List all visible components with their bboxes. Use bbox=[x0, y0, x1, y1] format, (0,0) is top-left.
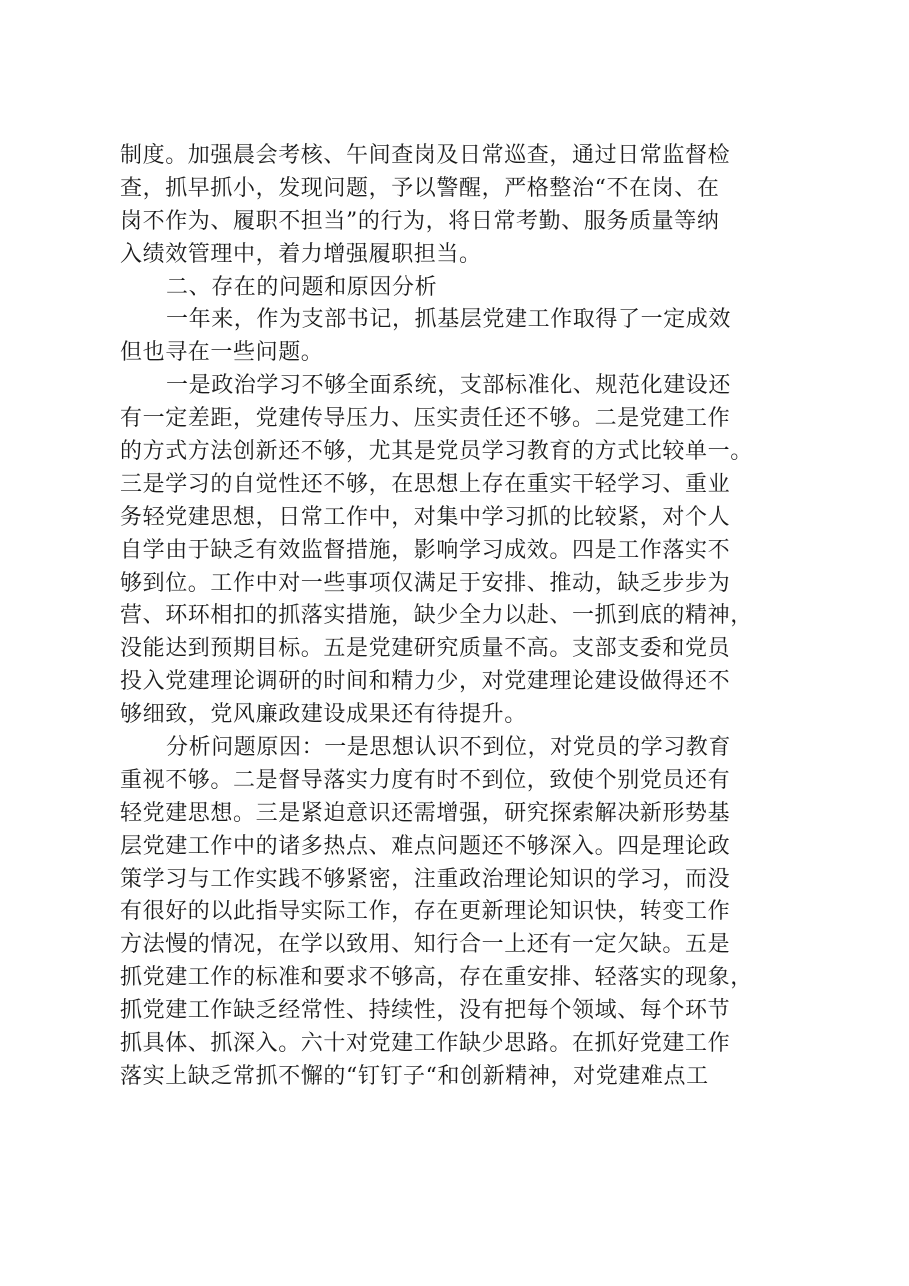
text-line: 一年来，作为支部书记，抓基层党建工作取得了一定成效 bbox=[166, 307, 732, 333]
text-line: 层党建工作中的诸多热点、难点问题还不够深入。四是理论政 bbox=[120, 833, 731, 859]
text-line: 有很好的以此指导实际工作，存在更新理论知识快，转变工作 bbox=[120, 899, 731, 925]
text-line: 自学由于缺乏有效监督措施，影响学习成效。四是工作落实不 bbox=[120, 537, 731, 563]
text-line: 策学习与工作实践不够紧密，注重政治理论知识的学习，而没 bbox=[120, 866, 731, 892]
text-line: 分析问题原因：一是思想认识不到位，对党员的学习教育 bbox=[166, 735, 732, 761]
text-line: 抓具体、抓深入。六十对党建工作缺少思路。在抓好党建工作 bbox=[120, 1031, 731, 1057]
text-line: 落实上缺乏常抓不懈的“钉钉子“和创新精神，对党建难点工 bbox=[120, 1063, 709, 1089]
text-line: 没能达到预期目标。五是党建研究质量不高。支部支委和党员 bbox=[120, 636, 731, 662]
text-line: 务轻党建思想，日常工作中，对集中学习抓的比较紧，对个人 bbox=[120, 504, 731, 530]
text-line: 重视不够。二是督导落实力度有时不到位，致使个别党员还有 bbox=[120, 767, 731, 793]
text-line: 够细致，党风廉政建设成果还有待提升。 bbox=[120, 702, 527, 728]
section-heading: 二、存在的问题和原因分析 bbox=[166, 274, 438, 300]
text-line: 抓党建工作的标准和要求不够高，存在重安排、轻落实的现象， bbox=[120, 965, 753, 991]
text-line: 岗不作为、履职不担当”的行为，将日常考勤、服务质量等纳 bbox=[120, 208, 720, 234]
text-line: 轻党建思想。三是紧迫意识还需增强，研究探索解决新形势基 bbox=[120, 800, 731, 826]
text-line: 方法慢的情况，在学以致用、知行合一上还有一定欠缺。五是 bbox=[120, 932, 731, 958]
document-body bbox=[120, 140, 796, 1094]
text-line: 营、环环相扣的抓落实措施，缺少全力以赴、一抓到底的精神， bbox=[120, 603, 753, 629]
text-line: 投入党建理论调研的时间和精力少，对党建理论建设做得还不 bbox=[120, 669, 731, 695]
text-line: 制度。加强晨会考核、午间查岗及日常巡查，通过日常监督检 bbox=[120, 143, 731, 168]
text-line: 够到位。工作中对一些事项仅满足于安排、推动，缺乏步步为 bbox=[120, 570, 731, 596]
text-line: 有一定差距，党建传导压力、压实责任还不够。二是党建工作 bbox=[120, 406, 731, 432]
text-line: 但也寻在一些问题。 bbox=[120, 340, 324, 366]
text-line: 一是政治学习不够全面系统，支部标准化、规范化建设还 bbox=[166, 373, 732, 399]
text-line: 三是学习的自觉性还不够，在思想上存在重实干轻学习、重业 bbox=[120, 471, 731, 497]
text-line: 的方式方法创新还不够，尤其是党员学习教育的方式比较单一。 bbox=[120, 439, 753, 465]
text-line: 入绩效管理中，着力增强履职担当。 bbox=[120, 241, 482, 267]
text-line: 抓党建工作缺乏经常性、持续性，没有把每个领域、每个环节 bbox=[120, 998, 731, 1024]
text-line: 查，抓早抓小，发现问题，予以警醒，严格整治“不在岗、在 bbox=[120, 175, 720, 201]
